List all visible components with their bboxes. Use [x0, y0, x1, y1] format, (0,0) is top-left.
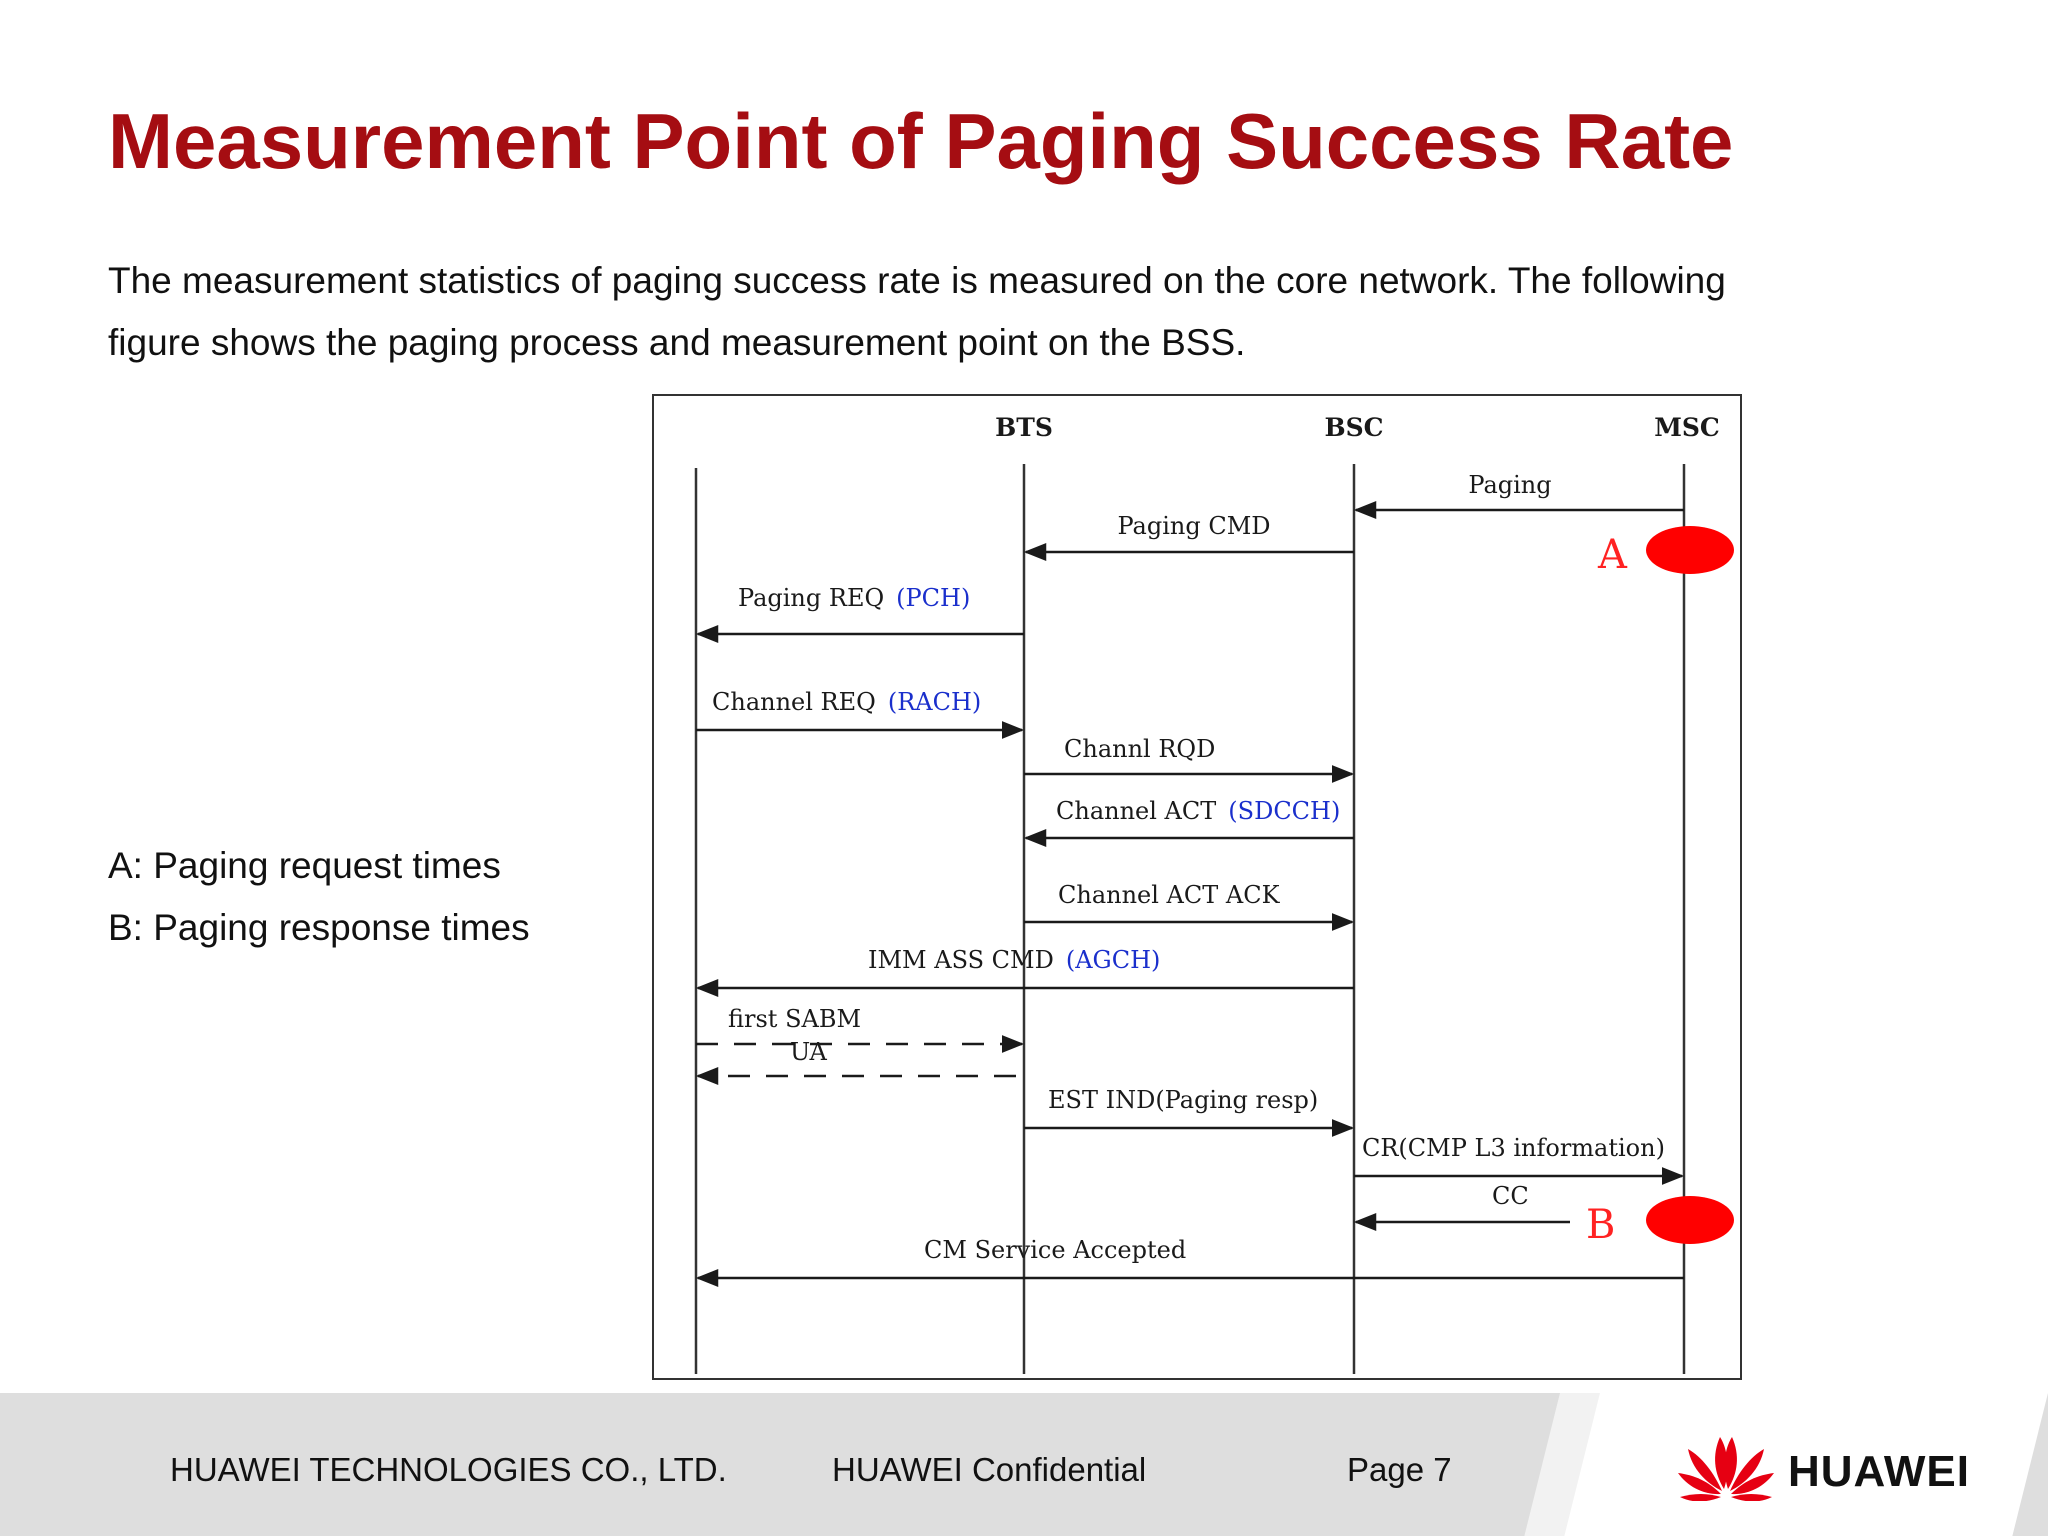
message-channel-agch: (AGCH): [1065, 946, 1161, 974]
huawei-flower-logo-icon: [1676, 1431, 1776, 1501]
message-label-ua: UA: [790, 1038, 827, 1066]
footer-confidential: HUAWEI Confidential: [832, 1451, 1147, 1488]
footer-company: HUAWEI TECHNOLOGIES CO., LTD.: [170, 1451, 727, 1488]
message-label-channel-req: [712, 688, 981, 716]
entity-label-msc: MSC: [1654, 413, 1720, 442]
intro-text: The measurement statistics of paging success rate is measured on the core network. The following figure shows the paging process and measurement point on the BSS.: [108, 260, 1726, 363]
message-channel-pch: (PCH): [896, 584, 971, 612]
legend: [108, 835, 530, 959]
message-label-paging-cmd: Paging CMD: [1117, 512, 1271, 540]
message-label-first-sabm: first SABM: [728, 1005, 862, 1033]
message-text-channel-req: Channel REQ: [712, 688, 876, 716]
message-text-imm-ass-cmd: IMM ASS CMD: [868, 946, 1054, 974]
message-text-channel-act: Channel ACT: [1056, 797, 1217, 825]
message-label-cm-service-accepted: CM Service Accepted: [924, 1236, 1187, 1264]
message-label-channel-act: [1056, 797, 1340, 825]
measurement-label-a: A: [1598, 532, 1627, 578]
message-channel-rach: (RACH): [887, 688, 982, 716]
measurement-point-a: [1646, 526, 1734, 574]
sequence-diagram-canvas: [654, 396, 1744, 1382]
slide-title: Measurement Point of Paging Success Rate: [108, 97, 1734, 185]
message-label-channl-rqd: Channl RQD: [1064, 735, 1216, 763]
entity-label-bsc: BSC: [1324, 413, 1384, 442]
message-label-cc: CC: [1492, 1182, 1529, 1210]
message-label-cr: CR(CMP L3 information): [1362, 1134, 1665, 1162]
message-label-paging-req: [738, 584, 970, 612]
message-text-paging-req: Paging REQ: [738, 584, 885, 612]
sequence-diagram: [652, 394, 1742, 1380]
message-label-imm-ass-cmd: [868, 946, 1160, 974]
entity-label-bts: BTS: [995, 413, 1053, 442]
legend-item-b: B: Paging response times: [108, 907, 530, 948]
footer-page-number: Page 7: [1347, 1451, 1452, 1488]
message-channel-sdcch: (SDCCH): [1228, 797, 1341, 825]
footer-bar: [0, 1393, 2048, 1536]
message-label-channel-act-ack: Channel ACT ACK: [1058, 881, 1280, 909]
measurement-label-b: B: [1586, 1202, 1616, 1248]
message-label-est-ind: EST IND(Paging resp): [1048, 1086, 1319, 1114]
footer-brand-wordmark: HUAWEI: [1788, 1447, 1970, 1496]
legend-item-a: A: Paging request times: [108, 845, 501, 886]
measurement-point-b: [1646, 1196, 1734, 1244]
message-label-paging: Paging: [1468, 471, 1552, 499]
